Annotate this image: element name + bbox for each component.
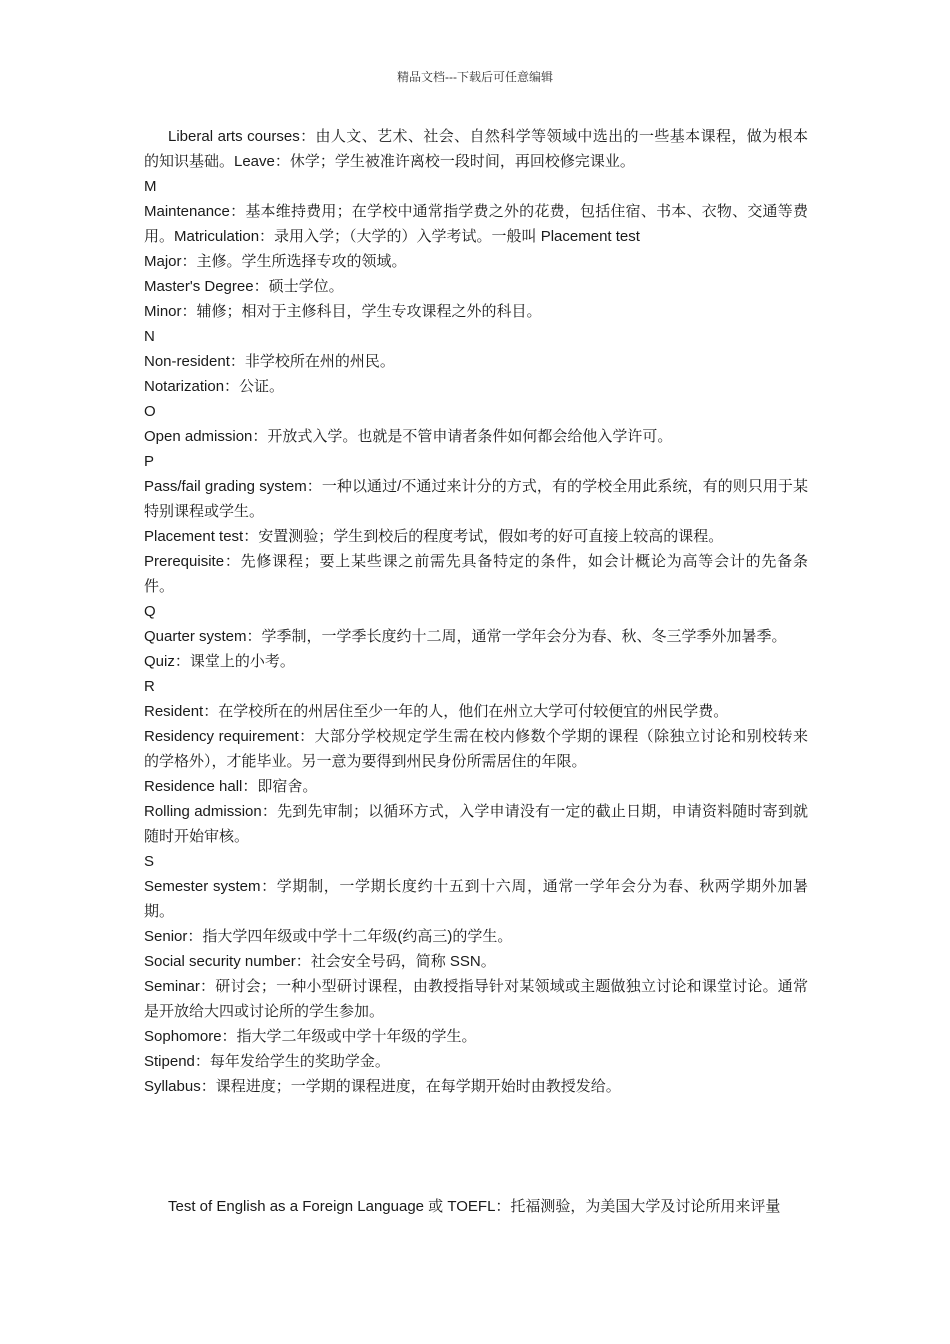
entry-residency-requirement: Residency requirement：大部分学校规定学生需在校内修数个学期的课程（除独立讨论和别校转来的学格外），才能毕业。另一意为要得到州民身份所需居住的年限。 [144, 728, 808, 770]
section-letter-m: M [144, 178, 157, 195]
entry-maintenance: Maintenance：基本维持费用；在学校中通常指学费之外的花费，包括住宿、书本、衣物、交通等费用。Matriculation：录用入学；（大学的）入学考试。一般叫 Placement test [144, 203, 808, 245]
entry-social-security-number: Social security number：社会安全号码，简称 SSN。 [144, 953, 496, 970]
entry-masters-degree: Master's Degree：硕士学位。 [144, 278, 344, 295]
entry-toefl: Test of English as a Foreign Language 或 TOEFL：托福测验，为美国大学及讨论所用来评量 [168, 1198, 781, 1215]
section-letter-o: O [144, 403, 156, 420]
section-letter-q: Q [144, 603, 156, 620]
entry-senior: Senior：指大学四年级或中学十二年级(约高三)的学生。 [144, 928, 513, 945]
entry-sophomore: Sophomore：指大学二年级或中学十年级的学生。 [144, 1028, 477, 1045]
entry-prerequisite: Prerequisite：先修课程；要上某些课之前需先具备特定的条件，如会计概论为高等会计的先备条件。 [144, 553, 808, 595]
entry-liberal-arts: Liberal arts courses：由人文、艺术、社会、自然科学等领域中选出的一些基本课程，做为根本的知识基础。Leave：休学；学生被准许离校一段时间，再回校修完课业。 [144, 128, 808, 170]
entry-non-resident: Non-resident：非学校所在州的州民。 [144, 353, 395, 370]
entry-semester-system: Semester system：学期制，一学期长度约十五到十六周，通常一学年会分为春、秋两学期外加暑期。 [144, 878, 808, 920]
entry-placement-test: Placement test：安置测验；学生到校后的程度考试，假如考的好可直接上较高的课程。 [144, 528, 724, 545]
entry-residence-hall: Residence hall：即宿舍。 [144, 778, 318, 795]
entry-resident: Resident：在学校所在的州居住至少一年的人，他们在州立大学可付较便宜的州民学费。 [144, 703, 729, 720]
entry-pass-fail: Pass/fail grading system：一种以通过/不通过来计分的方式，有的学校全用此系统，有的则只用于某特别课程或学生。 [144, 478, 808, 520]
section-letter-s: S [144, 853, 155, 870]
entry-minor: Minor：辅修；相对于主修科目，学生专攻课程之外的科目。 [144, 303, 542, 320]
section-letter-p: P [144, 453, 155, 470]
entry-rolling-admission: Rolling admission：先到先审制；以循环方式，入学申请没有一定的截止日期，申请资料随时寄到就随时开始审核。 [144, 803, 808, 845]
section-letter-r: R [144, 678, 155, 695]
entry-notarization: Notarization：公证。 [144, 378, 285, 395]
entry-seminar: Seminar：研讨会；一种小型研讨课程，由教授指导针对某领域或主题做独立讨论和课堂讨论。通常是开放给大四或讨论所的学生参加。 [144, 978, 808, 1020]
entry-major: Major：主修。学生所选择专攻的领域。 [144, 253, 407, 270]
entry-quiz: Quiz：课堂上的小考。 [144, 653, 295, 670]
section-letter-n: N [144, 328, 155, 345]
entry-stipend: Stipend：每年发给学生的奖助学金。 [144, 1053, 390, 1070]
entry-syllabus: Syllabus：课程进度；一学期的课程进度，在每学期开始时由教授发给。 [144, 1078, 621, 1095]
entry-open-admission: Open admission：开放式入学。也就是不管申请者条件如何都会给他入学许可。 [144, 428, 673, 445]
page-header: 精品文档---下载后可任意编辑 [397, 70, 553, 84]
entry-quarter-system: Quarter system：学季制，一学季长度约十二周，通常一学年会分为春、秋、冬三学季外加暑季。 [144, 628, 787, 645]
document-body [144, 124, 808, 1099]
